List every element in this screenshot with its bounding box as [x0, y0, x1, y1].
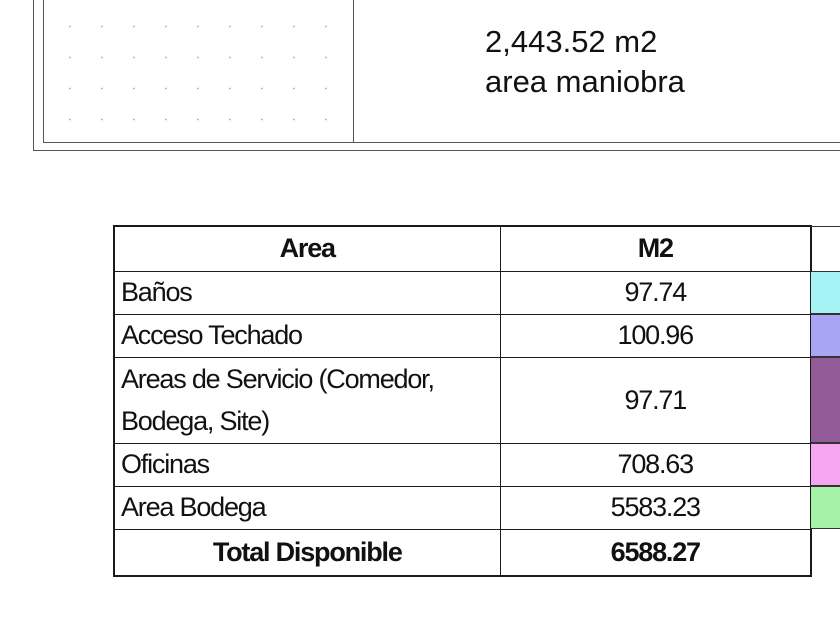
- maneuver-area-label: [485, 22, 685, 102]
- total-label: Total Disponible: [114, 529, 500, 576]
- header-area: Area: [114, 226, 500, 271]
- swatch-areas-servicio: [811, 357, 840, 443]
- table-row: [114, 443, 811, 486]
- row-value: 100.96: [500, 314, 811, 357]
- floor-plan-fragment: [0, 0, 840, 160]
- row-name: [114, 357, 500, 443]
- row-name: Acceso Techado: [114, 314, 500, 357]
- maneuver-area-value: 2,443.52 m2: [485, 24, 658, 59]
- swatch-header-gap: [811, 226, 840, 270]
- table-total-row: [114, 529, 811, 576]
- swatch-area-bodega: [811, 486, 840, 529]
- maneuver-area-name: area maniobra: [485, 64, 685, 99]
- table-row: [114, 486, 811, 529]
- swatch-oficinas: [811, 443, 840, 486]
- table-header-row: [114, 226, 811, 271]
- row-name-line-1: Areas de Servicio (Comedor,: [121, 364, 434, 394]
- total-value: 6588.27: [500, 529, 811, 576]
- area-summary-table: [113, 225, 812, 577]
- swatch-banos: [811, 271, 840, 314]
- row-value: 708.63: [500, 443, 811, 486]
- row-name: Oficinas: [114, 443, 500, 486]
- row-value: 97.74: [500, 271, 811, 314]
- table-row: [114, 314, 811, 357]
- row-name: Baños: [114, 271, 500, 314]
- plan-dotted-zone: [43, 0, 354, 143]
- swatch-acceso-techado: [811, 314, 840, 357]
- row-name-line-2: Bodega, Site): [121, 406, 270, 436]
- row-name: Area Bodega: [114, 486, 500, 529]
- table-row: [114, 271, 811, 314]
- row-value: 5583.23: [500, 486, 811, 529]
- header-m2: M2: [500, 226, 811, 271]
- row-value: 97.71: [500, 357, 811, 443]
- table-row: [114, 357, 811, 443]
